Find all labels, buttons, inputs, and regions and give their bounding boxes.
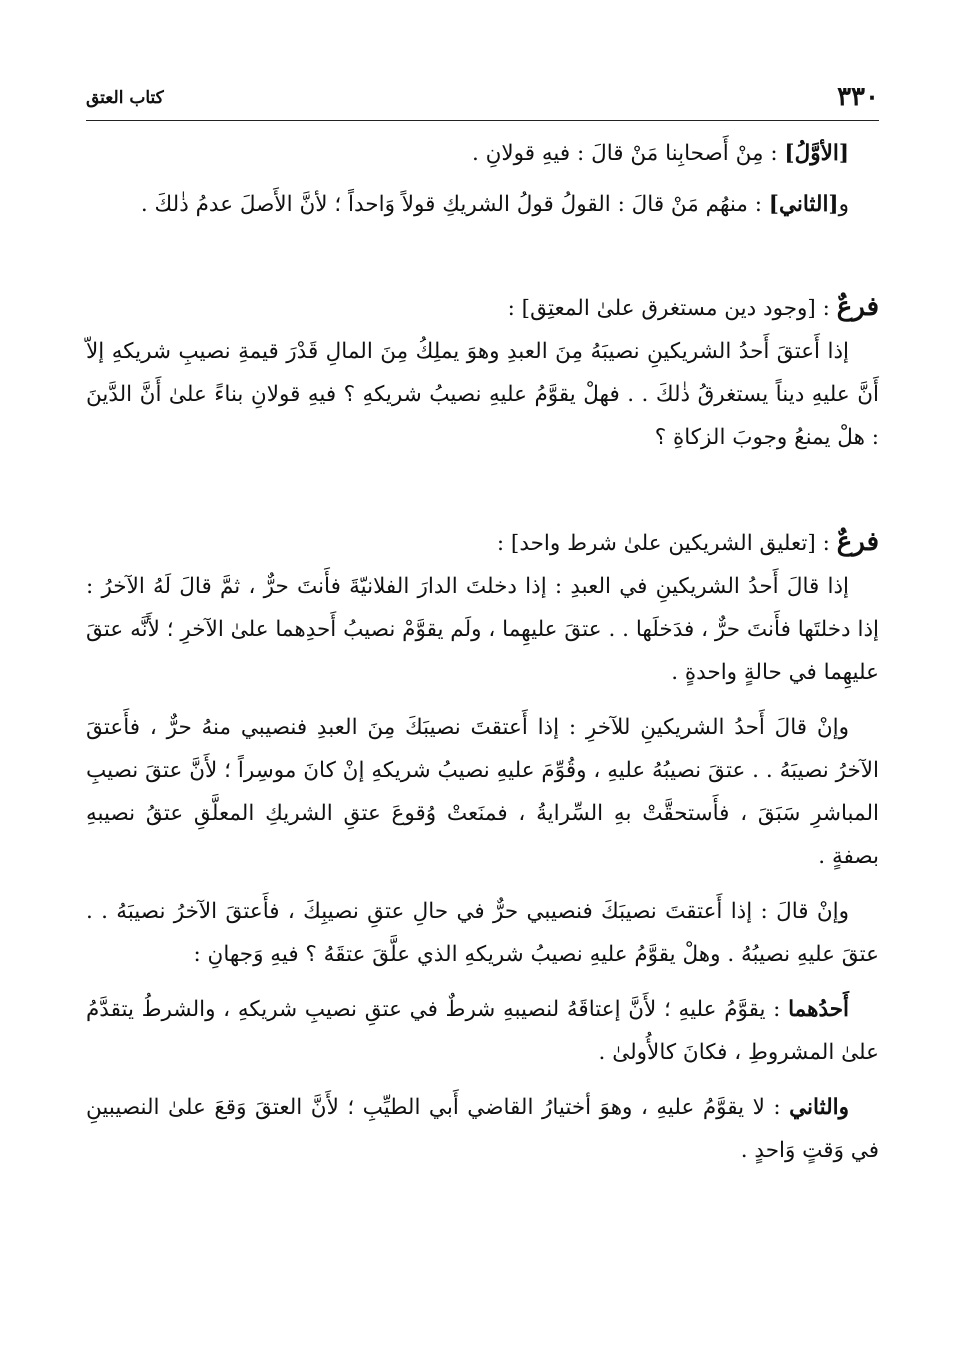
running-title: كتاب العتق: [86, 88, 164, 108]
paragraph-first-opinion: [86, 132, 879, 175]
section-label: فرعٌ: [836, 527, 879, 557]
paragraph-condition-2: وإنْ قالَ أَحدُ الشريكينِ للآخرِ : إذا أَعتقتَ نصيبَكَ مِنَ العبدِ فنصيبي منهُ حرٌّ ، فأَعتقَ الآخرُ نصيبَهُ . . عتقَ نصيبُهُ عليهِ ، وقُوِّمَ عليهِ نصيبُ شريكهِ إنْ كانَ موسِراً ؛ لأَنَّ عتقَ نصيبِ المباشرِ سَبَقَ ، فأَستحقَّتْ بهِ السِّرايةُ ، فمنَعتْ وُقوعَ عتقِ الشريكِ المعلَّقِ عتقُ نصيبهِ بصفةٍ .: [86, 715, 879, 869]
body-text: [86, 132, 879, 1184]
text-first: : مِنْ أَصحابِنا مَنْ قالَ : فيهِ قولانِ .: [471, 141, 785, 166]
section-title: : [وجود دين مستغرق علىٰ المعتِق] :: [507, 296, 837, 321]
label-second: [الثاني]: [768, 192, 839, 217]
paragraph-debt: إذا أَعتقَ أَحدُ الشريكينِ نصيبَهُ مِنَ العبدِ وهوَ يملِكُ مِنَ المالِ قَدْرَ قيمةِ نصيبِ شريكهِ إلاّ أَنَّ عليهِ ديناً يستغرقُ ذٰلكَ . . فهلْ يقوَّمُ عليهِ نصيبُ شريكهِ ؟ فيهِ قولانِ بناءً علىٰ أَنَّ الدَّينَ : هلْ يمنعُ وجوبَ الزكاةِ ؟: [86, 339, 879, 450]
paragraph-condition-1: إذا قالَ أَحدُ الشريكينِ في العبدِ : إذا دخلتَ الدارَ الفلانيّةَ فأَنتَ حرٌّ ، ثمَّ قالَ لَهُ الآخرُ : إذا دخلتَها فأَنتَ حرٌّ ، فدَخلَها . . عتقَ عليهِما ، ولَم يقوَّمْ نصيبُ أَحدِهما علىٰ الآخرِ ؛ لأَنَّه عتقَ عليهِما في حالةٍ واحدةٍ .: [86, 574, 879, 685]
label-first: [الأوَّلُ]: [784, 141, 849, 166]
paragraph-view-one: [86, 988, 879, 1074]
page-number: ٣٣٠: [837, 82, 879, 112]
paragraph-view-two: [86, 1086, 879, 1172]
text-second: : منهُم مَنْ قالَ : القولُ قولُ الشريكِ قولاً وَاحداً ؛ لأنَّ الأَصلَ عدمُ ذٰلكَ .: [140, 192, 769, 217]
paragraph-condition-3: وإنْ قالَ : إذا أَعتقتَ نصيبَكَ فنصيبي حرٌّ في حالِ عتقِ نصيبِكَ ، فأَعتقَ الآخرُ نصيبَهُ . . عتقَ عليهِ نصيبُهُ . وهلْ يقوَّمُ عليهِ نصيبُ شريكهِ الذي علَّقَ عتقَهُ ؟ فيهِ وَجهانِ :: [86, 899, 879, 967]
label-view-one: أَحدُهما: [788, 997, 849, 1022]
page-header: [86, 78, 879, 121]
section-label: فرعٌ: [836, 292, 879, 322]
text-view-one: : يقوَّمُ عليهِ ؛ لأَنَّ إعتاقَهُ لنصيبهِ شرطٌ في عتقِ نصيبِ شريكهِ ، والشرطُ يتقدَّمُ علىٰ المشروطِ ، فكانَ كالأُولىٰ .: [86, 997, 879, 1065]
section-heading-debt: [86, 286, 879, 330]
text-view-two: : لا يقوَّمُ عليهِ ، وهوَ أختيارُ القاضي أَبي الطيِّبِ ؛ لأَنَّ العتقَ وَقعَ علىٰ النصيبينِ في وَقتٍ وَاحدٍ .: [86, 1095, 879, 1163]
prefix-waw: و: [838, 192, 849, 217]
section-heading-condition: [86, 521, 879, 565]
paragraph-second-opinion: [86, 183, 879, 226]
section-title: : [تعليق الشريكين علىٰ شرط واحد] :: [496, 531, 837, 556]
label-view-two: والثاني: [789, 1095, 849, 1120]
